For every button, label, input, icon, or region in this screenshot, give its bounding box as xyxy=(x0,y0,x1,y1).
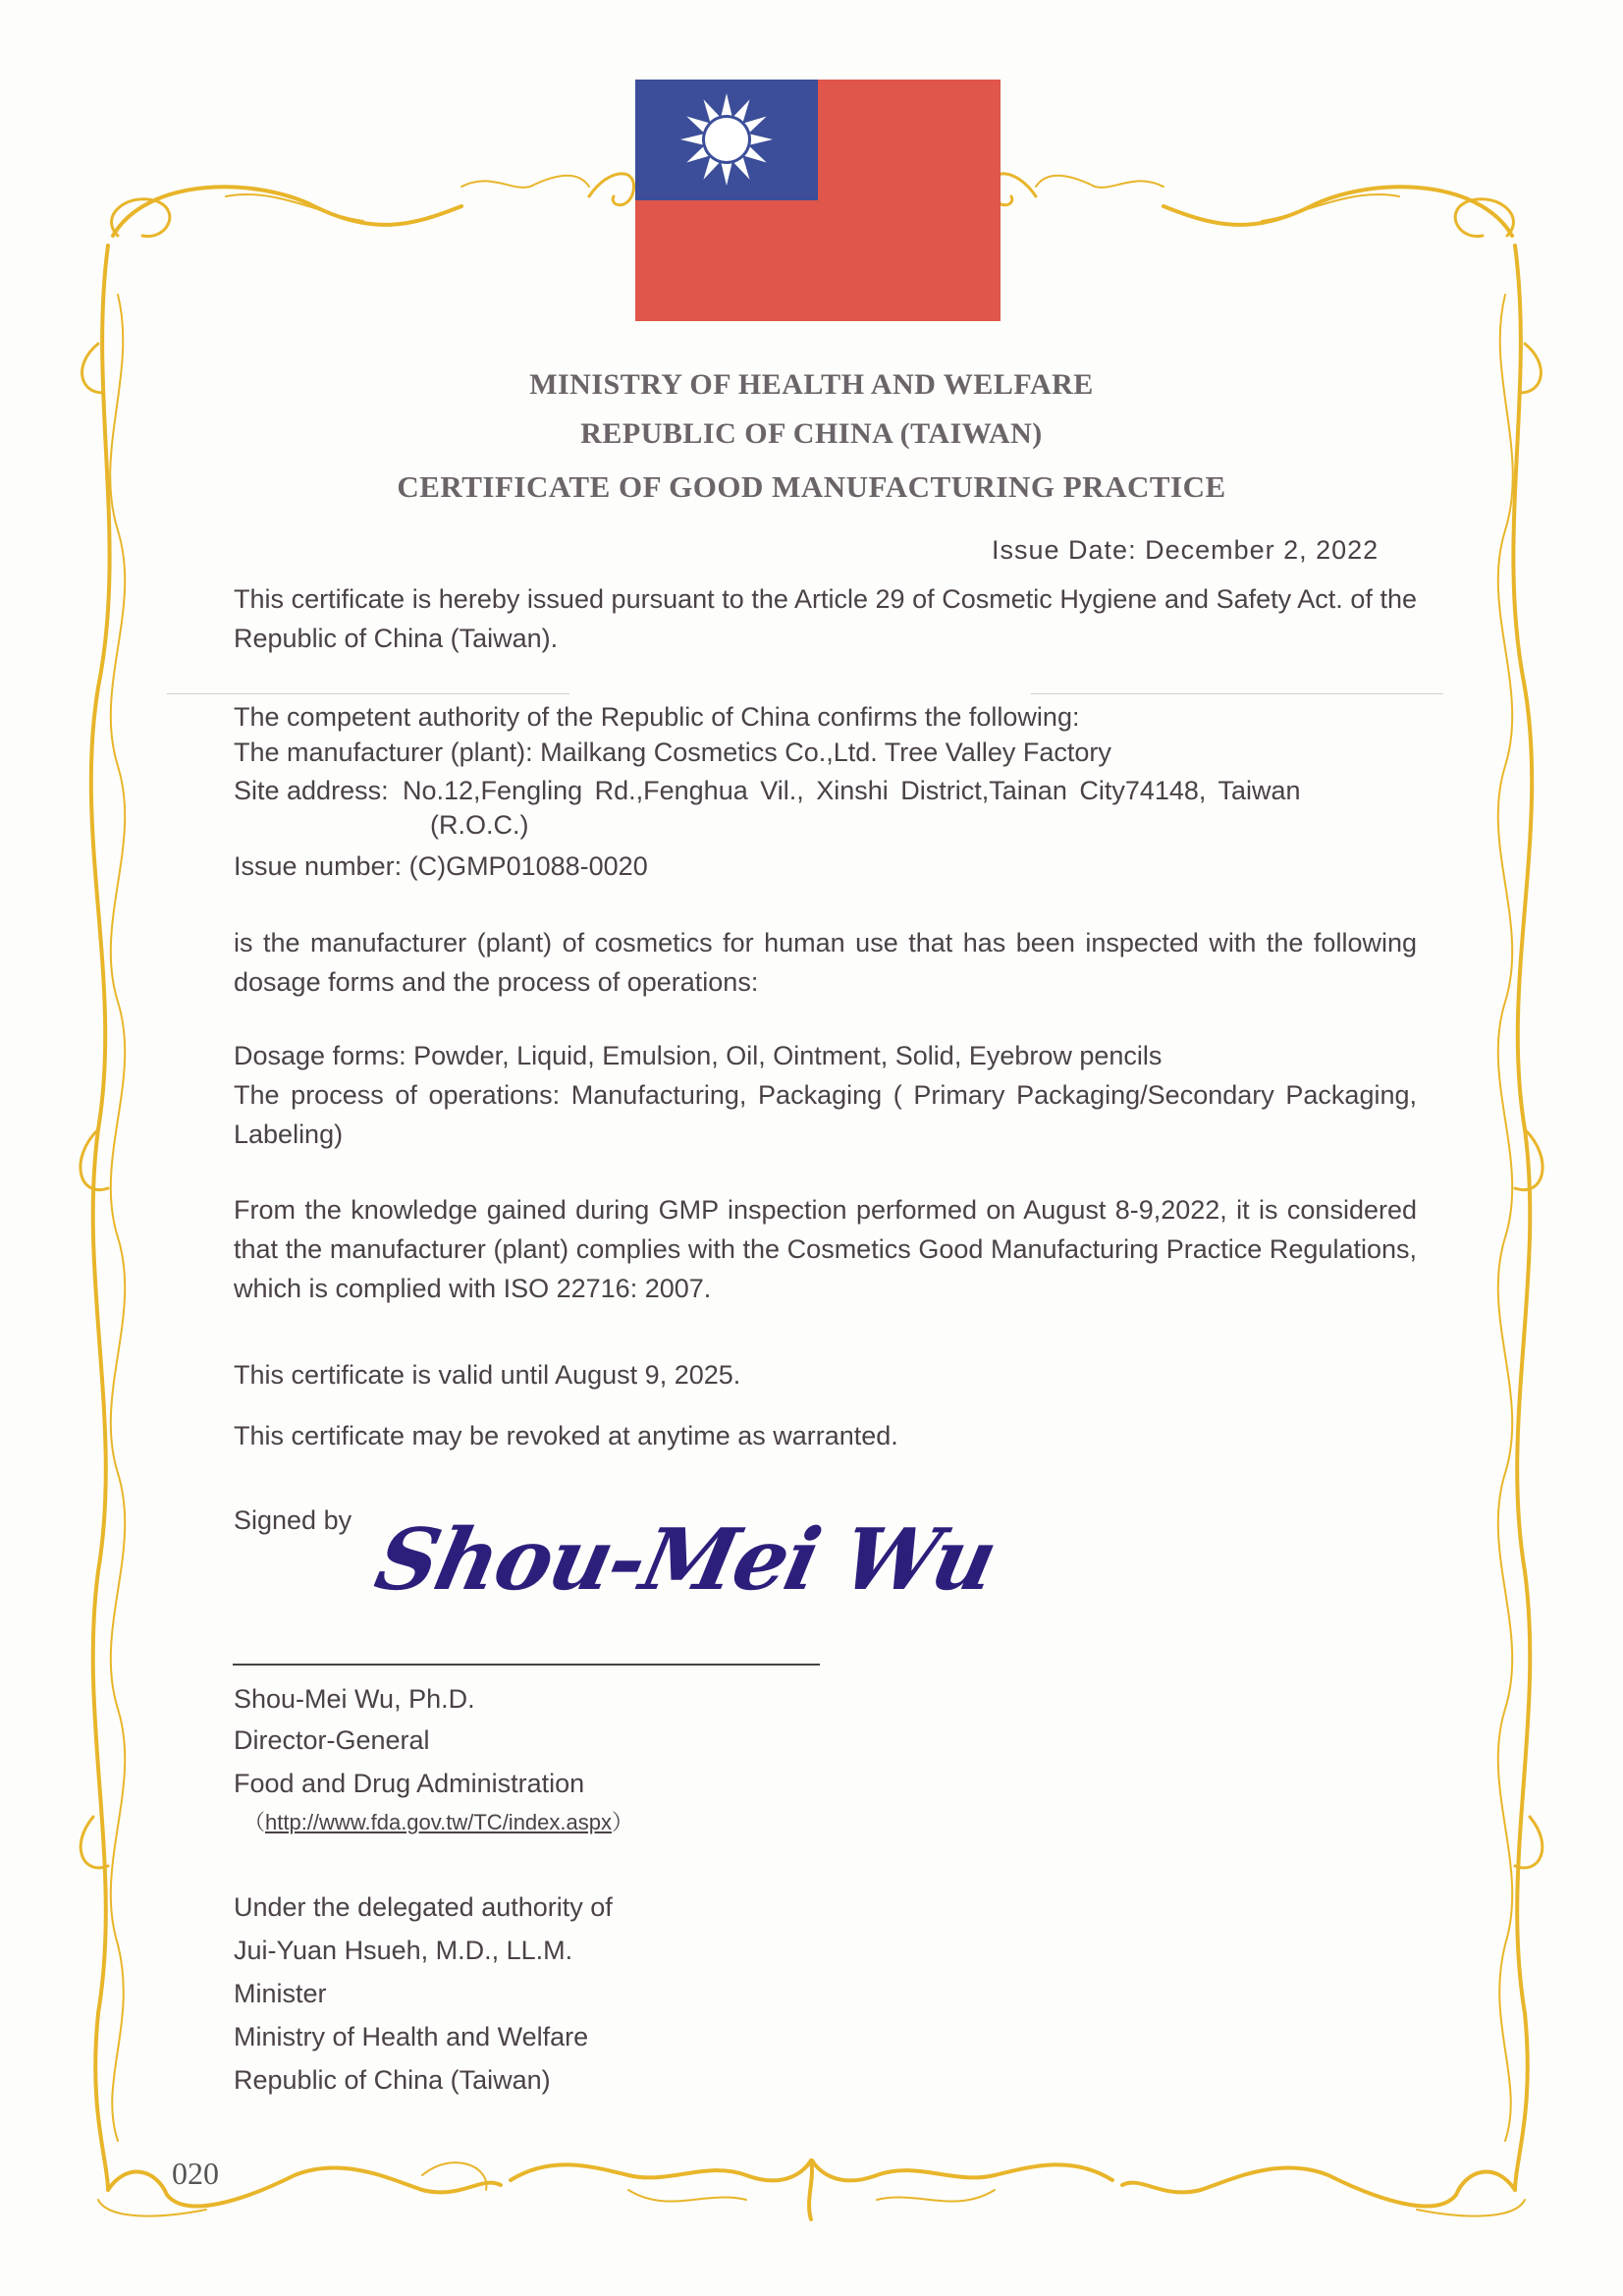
minister-name: Jui-Yuan Hsueh, M.D., LL.M. xyxy=(234,1936,573,1965)
manufacturer-line: The manufacturer (plant): Mailkang Cosmetics Co.,Ltd. Tree Valley Factory xyxy=(234,738,1111,767)
process-of-operations: The process of operations: Manufacturing, Packaging ( Primary Packaging/Secondary Packaging, Labeling) xyxy=(234,1080,1417,1149)
white-sun-icon xyxy=(635,80,818,200)
delegation-line: Under the delegated authority of xyxy=(234,1892,613,1922)
confirm-line: The competent authority of the Republic of China confirms the following: xyxy=(234,702,1080,732)
dosage-forms: Dosage forms: Powder, Liquid, Emulsion, Oil, Ointment, Solid, Eyebrow pencils xyxy=(234,1041,1163,1070)
signature-line xyxy=(233,1664,820,1666)
handwritten-signature: Shou-Mei Wu xyxy=(367,1510,1004,1610)
signatory-name: Shou-Mei Wu, Ph.D. xyxy=(234,1684,475,1714)
validity-statement: This certificate is valid until August 9, 2025. xyxy=(234,1360,741,1390)
signatory-org: Food and Drug Administration xyxy=(234,1769,585,1798)
revocation-statement: This certificate may be revoked at anytime as warranted. xyxy=(234,1421,898,1450)
issue-date: Issue Date: December 2, 2022 xyxy=(992,535,1380,565)
page-number: 020 xyxy=(172,2156,219,2191)
fda-url-line xyxy=(243,1803,633,1842)
signed-by-label: Signed by xyxy=(234,1505,352,1535)
url-close-paren: ） xyxy=(611,1810,633,1834)
taiwan-flag xyxy=(635,80,1001,321)
country-name: Republic of China (Taiwan) xyxy=(234,2065,551,2095)
divider-left xyxy=(167,693,569,694)
site-address-value: No.12,Fengling Rd.,Fenghua Vil., Xinshi District,Tainan City74148, Taiwan xyxy=(403,776,1301,805)
inspection-statement: is the manufacturer (plant) of cosmetics for human use that has been inspected with the following dosage forms and the process of operations: xyxy=(234,928,1417,997)
signatory-title: Director-General xyxy=(234,1725,430,1755)
site-address-label: Site address: xyxy=(234,776,389,805)
issue-number: Issue number: (C)GMP01088-0020 xyxy=(234,851,648,881)
divider-right xyxy=(1031,693,1443,694)
fda-website-link[interactable]: http://www.fda.gov.tw/TC/index.aspx xyxy=(265,1810,612,1834)
ministry-name: Ministry of Health and Welfare xyxy=(234,2022,589,2051)
country-heading: REPUBLIC OF CHINA (TAIWAN) xyxy=(580,417,1043,450)
certificate-title: CERTIFICATE OF GOOD MANUFACTURING PRACTICE xyxy=(397,469,1226,504)
minister-title: Minister xyxy=(234,1979,327,2008)
ministry-heading: MINISTRY OF HEALTH AND WELFARE xyxy=(529,368,1094,401)
intro-paragraph: This certificate is hereby issued pursuant to the Article 29 of Cosmetic Hygiene and Safety Act. of the Republic of China (Taiwan). xyxy=(234,584,1417,653)
url-open-paren: （ xyxy=(243,1810,266,1834)
compliance-statement: From the knowledge gained during GMP inspection performed on August 8-9,2022, it is considered that the manufacturer (plant) complies with the Cosmetics Good Manufacturing Practice Regulations, which is complied with ISO 22716: 2007. xyxy=(234,1195,1417,1303)
site-address-roc: (R.O.C.) xyxy=(430,810,529,840)
